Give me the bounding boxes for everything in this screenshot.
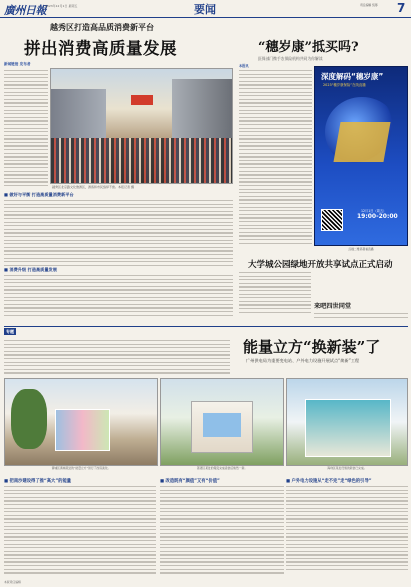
newspaper-logo: 廣州日報 <box>4 4 46 17</box>
editor-info: 责任编辑 统筹 <box>360 3 378 7</box>
energy-text-column-2 <box>160 486 284 576</box>
lead-text-block-2 <box>4 275 233 318</box>
suibao-byline: 本报讯 <box>239 64 249 68</box>
suibao-text-column <box>239 70 312 246</box>
energy-subheadline: 广州供电局为重要变电站、户外电力设施开展试点“焕新”工程 <box>246 358 360 363</box>
lead-byline: 新闻链接 发布者 <box>4 62 31 66</box>
section-divider <box>4 326 408 327</box>
university-text <box>239 272 311 315</box>
page-footer: 本版责任编辑 <box>4 580 21 584</box>
suibao-subheadline: 医保部门携手农保险机构共同为你解读 <box>258 56 323 61</box>
energy-text-column-1 <box>4 486 156 576</box>
energy-photo-3 <box>286 378 408 466</box>
banner-title: 深度解码“穗岁康” <box>321 72 384 81</box>
energy-headline: 能量立方“换新装”了 <box>243 338 381 356</box>
university-subheadline: 来吧四世同堂 <box>314 303 352 310</box>
lead-headline: 拼出消费高质量发展 <box>24 39 177 58</box>
banner-subtitle: 2023“穗岁康保险”在线直播 <box>323 83 366 87</box>
energy-photo-1 <box>4 378 158 466</box>
suibao-headline: “穗岁康”抵买吗? <box>258 40 359 55</box>
lead-kicker: 越秀区打造高品质消费新平台 <box>50 22 154 32</box>
banner-artwork-accent <box>333 122 390 162</box>
section-title: 要闻 <box>194 3 216 16</box>
energy-photo-caption-3: 海珠区某处设施的新装已完成。 <box>327 466 367 470</box>
energy-column-head-2: ■ 改造既有“颜值”又有“价值” <box>160 479 220 484</box>
banner-date: 12月1日（周五） <box>361 209 387 213</box>
energy-column-head-1: ■ 把南沙建设得了推“高大”的能量 <box>4 479 72 484</box>
energy-text-column-3 <box>286 486 408 572</box>
livestream-banner <box>314 66 408 246</box>
qr-code-icon[interactable] <box>321 209 343 231</box>
banner-time: 19:00-20:00 <box>357 213 398 220</box>
masthead <box>0 0 411 18</box>
banner-caption: 扫描二维码观看直播 <box>348 247 374 251</box>
energy-photo-caption-1: 黄埔区黄埔某处的“能量立方”进行了改造美化。 <box>51 466 111 470</box>
university-text-2 <box>314 313 408 320</box>
lead-photo-caption: 越秀区北京路文化旅游区，游客和市民络绎不绝。本报记者 摄 <box>52 185 134 189</box>
energy-column-head-3: ■ 户外电力设施从“走不完”走“绿色的引导” <box>286 479 372 484</box>
page-number: 7 <box>397 1 406 15</box>
topic-label: 专题 <box>6 328 14 334</box>
energy-photo-caption-2: 荔湾区某处的箱变完成涂装后焕然一新。 <box>196 466 248 470</box>
lead-subhead-1: ■ 做好与平衡 打造高质量消费新平台 <box>4 192 74 197</box>
lead-photo <box>50 68 233 184</box>
issue-date: 2023年12月1日 星期五 <box>45 4 78 8</box>
lead-text-block-1 <box>4 200 233 268</box>
university-headline: 大学城公园绿地开放共享试点正式启动 <box>248 260 393 270</box>
energy-photo-2 <box>160 378 284 466</box>
lead-text-column <box>4 70 48 189</box>
energy-intro-text <box>4 340 230 376</box>
lead-subhead-2: ■ 消费升级 打造高质量发展 <box>4 267 57 272</box>
